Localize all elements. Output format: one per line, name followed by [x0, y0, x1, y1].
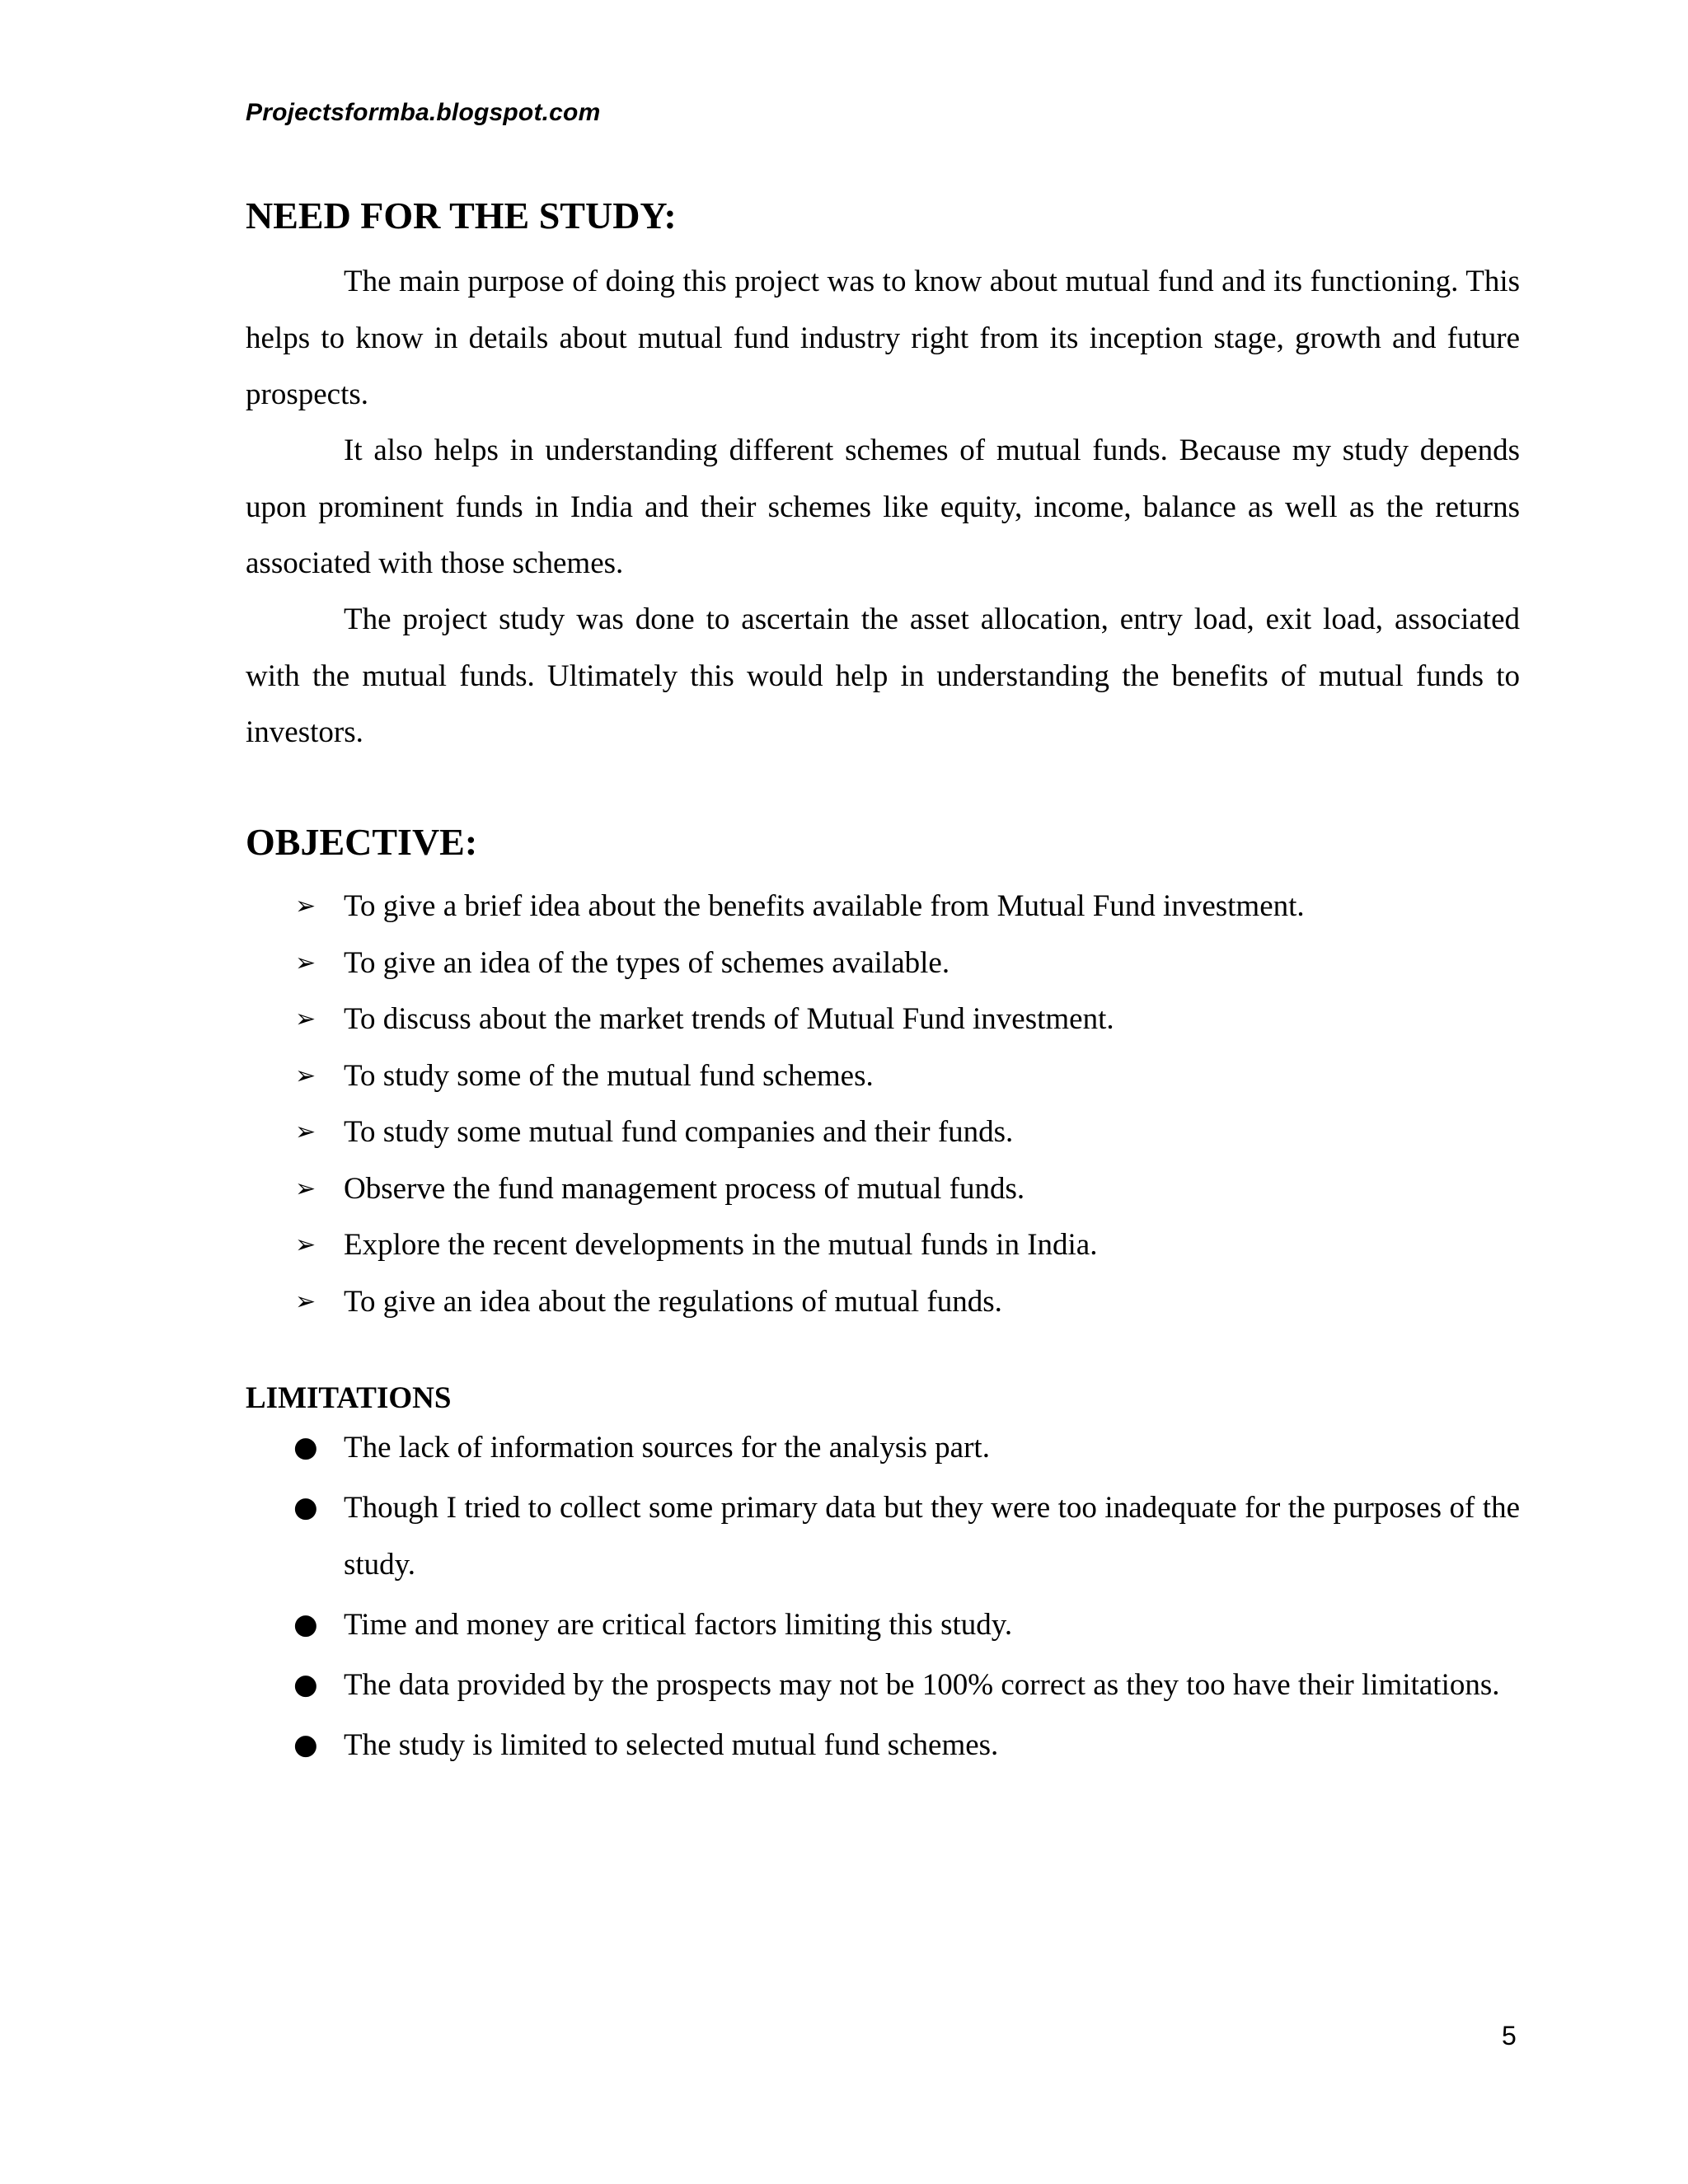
bullet-icon: ●	[293, 1491, 318, 1524]
list-item: ➢ To give an idea about the regulations of mutual funds.	[246, 1274, 1520, 1331]
list-item: ➢ Observe the fund management process of mutual funds.	[246, 1161, 1520, 1218]
arrow-bullet-icon: ➢	[295, 1118, 316, 1146]
list-item: ➢ To study some mutual fund companies and their funds.	[246, 1104, 1520, 1161]
bullet-icon: ●	[293, 1668, 318, 1701]
bullet-icon: ●	[293, 1608, 318, 1641]
arrow-bullet-icon: ➢	[295, 892, 316, 921]
bullet-icon: ●	[293, 1728, 318, 1761]
need-paragraph-2: It also helps in understanding different schemes of mutual funds. Because my study depends upon prominent funds in India and their schemes like equity, income, balance as well as the returns associated with those schemes.	[246, 434, 1520, 580]
page-number: 5	[1502, 2021, 1517, 2050]
limitations-list	[246, 1419, 1520, 1777]
list-item: ➢ To give a brief idea about the benefits available from Mutual Fund investment.	[246, 879, 1520, 935]
arrow-bullet-icon: ➢	[295, 1230, 316, 1259]
list-item: ➢ To discuss about the market trends of Mutual Fund investment.	[246, 991, 1520, 1048]
need-for-study-heading: NEED FOR THE STUDY:	[246, 194, 677, 237]
arrow-bullet-icon: ➢	[295, 1174, 316, 1203]
list-item: ● Time and money are critical factors limiting this study.	[246, 1596, 1520, 1653]
need-paragraph-3: The project study was done to ascertain the asset allocation, entry load, exit load, associated with the mutual funds. Ultimately this would help in understanding the benefits of mutual funds to investors.	[246, 602, 1520, 749]
list-item: ● The data provided by the prospects may not be 100% correct as they too have their limitations.	[246, 1657, 1520, 1713]
list-item: ➢ To study some of the mutual fund schemes.	[246, 1048, 1520, 1105]
objective-heading: OBJECTIVE:	[246, 821, 478, 863]
arrow-bullet-icon: ➢	[295, 948, 316, 977]
site-header: Projectsformba.blogspot.com	[246, 99, 601, 126]
arrow-bullet-icon: ➢	[295, 1061, 316, 1090]
list-item: ● The study is limited to selected mutual fund schemes.	[246, 1717, 1520, 1774]
need-paragraph-1: The main purpose of doing this project was to know about mutual fund and its functioning. This helps to know in details about mutual fund industry right from its inception stage, growth and future prospects.	[246, 265, 1520, 411]
list-item: ● Though I tried to collect some primary data but they were too inadequate for the purposes of the study.	[246, 1479, 1520, 1593]
list-item: ➢ To give an idea of the types of schemes available.	[246, 935, 1520, 992]
arrow-bullet-icon: ➢	[295, 1005, 316, 1033]
arrow-bullet-icon: ➢	[295, 1286, 316, 1316]
objective-list	[246, 879, 1520, 1330]
limitations-heading: LIMITATIONS	[246, 1381, 452, 1415]
list-item: ● The lack of information sources for the analysis part.	[246, 1419, 1520, 1476]
list-item: ➢ Explore the recent developments in the mutual funds in India.	[246, 1217, 1520, 1274]
bullet-icon: ●	[293, 1431, 318, 1464]
